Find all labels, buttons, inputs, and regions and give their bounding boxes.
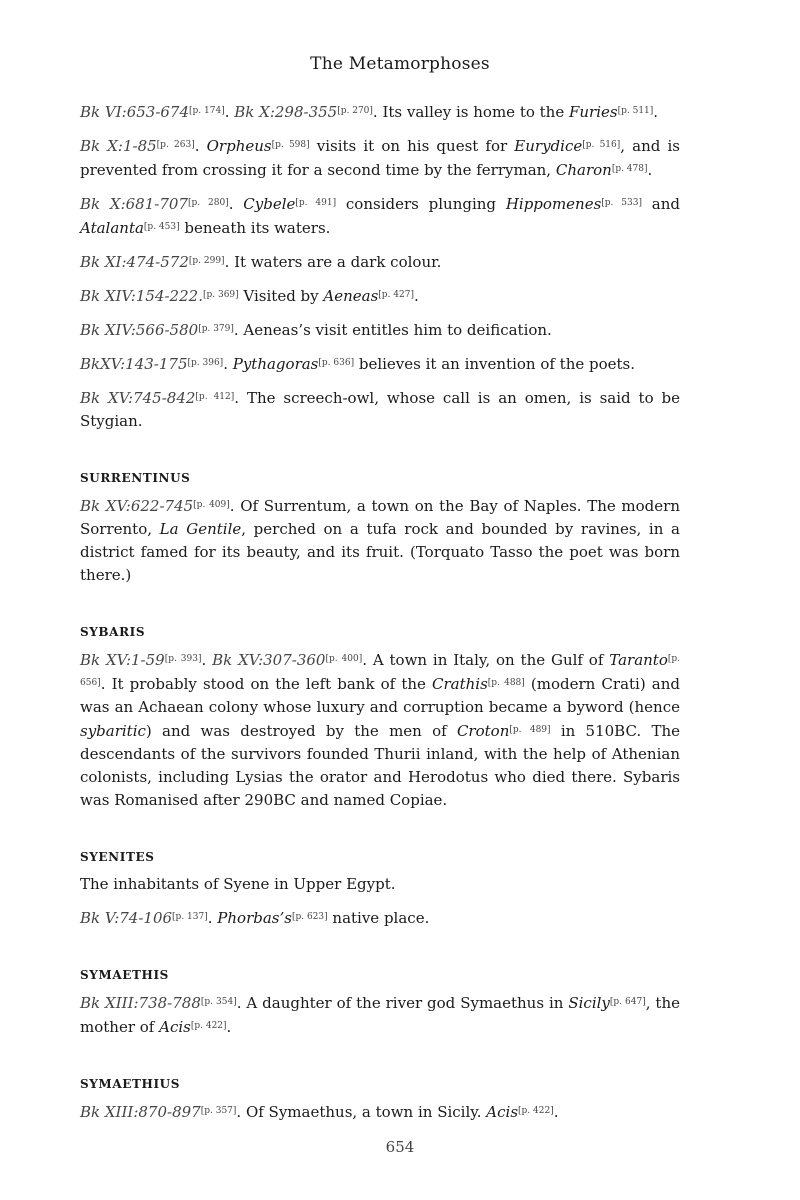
body-text: . bbox=[228, 195, 244, 213]
paragraph bbox=[80, 494, 680, 587]
page-reference-link[interactable]: [p. 422] bbox=[190, 1021, 227, 1031]
book-reference: BkXV:143-175 bbox=[80, 355, 188, 373]
glossary-entry bbox=[80, 964, 680, 1039]
page-reference-link[interactable]: [p. 357] bbox=[200, 1106, 237, 1116]
page-reference-link[interactable]: [p. 427] bbox=[378, 290, 414, 300]
book-reference: Bk V:74-106 bbox=[80, 909, 173, 927]
body-text: native place. bbox=[327, 909, 430, 927]
cross-reference-term: Phorbas’s bbox=[217, 909, 292, 927]
body-text: . bbox=[647, 161, 653, 179]
body-text: (modern Crati) and was an Achaean colony whose luxury and corruption became a byword (hence bbox=[80, 675, 681, 716]
page-reference-link[interactable]: [p. 393] bbox=[164, 654, 202, 664]
cross-reference-term: Hippomenes bbox=[505, 195, 602, 213]
glossary-entry bbox=[80, 1073, 680, 1124]
body-text: in 510BC. The descendants of the survivors founded Thurii inland, with the help of Athenian colonists, including Lysias the orator and Herodotus who died there. Sybaris was Romanised after 290BC and named Copiae. bbox=[80, 722, 680, 809]
glossary-entry bbox=[80, 846, 680, 930]
paragraph bbox=[80, 192, 680, 240]
cross-reference-term: Aeneas bbox=[323, 287, 379, 305]
cross-reference-term: Acis bbox=[159, 1018, 191, 1036]
entry-title: SYMAETHIS bbox=[80, 968, 169, 982]
body-text: considers plunging bbox=[336, 195, 506, 213]
paragraph bbox=[80, 134, 680, 182]
cross-reference-term: Acis bbox=[486, 1103, 519, 1121]
page-reference-link[interactable]: [p. 379] bbox=[198, 324, 234, 334]
cross-reference-term: Cybele bbox=[243, 195, 296, 213]
body-text: . Its valley is home to the bbox=[372, 103, 569, 121]
page-reference-link[interactable]: [p. 270] bbox=[337, 106, 373, 116]
page-reference-link[interactable]: [p. 478] bbox=[611, 164, 648, 174]
page-reference-link[interactable]: [p. 369] bbox=[202, 290, 239, 300]
cross-reference-term: Crathis bbox=[432, 675, 488, 693]
body-text: and bbox=[642, 195, 681, 213]
paragraph bbox=[80, 991, 680, 1039]
body-text: . bbox=[194, 137, 207, 155]
page-reference-link[interactable]: [p. 598] bbox=[271, 140, 310, 150]
cross-reference-term: Eurydice bbox=[514, 137, 583, 155]
body-text: , the mother of bbox=[80, 994, 680, 1036]
book-reference: Bk XIV:566-580 bbox=[80, 321, 199, 339]
body-text: . bbox=[224, 103, 235, 121]
book-reference: Bk XV:307-360 bbox=[212, 651, 326, 669]
body-text: . It probably stood on the left bank of the bbox=[100, 675, 432, 693]
body-text: . Aeneas’s visit entitles him to deification. bbox=[233, 321, 552, 339]
entry-title: SYBARIS bbox=[80, 625, 146, 639]
page-reference-link[interactable]: [p. 422] bbox=[518, 1106, 554, 1116]
page-reference-link[interactable]: [p. 488] bbox=[487, 678, 525, 688]
page-reference-link[interactable]: [p. 137] bbox=[172, 912, 208, 922]
book-reference: Bk X:681-707 bbox=[80, 195, 188, 213]
page-reference-link[interactable]: [p. 533] bbox=[601, 198, 642, 208]
body-text: . Of Symaethus, a town in Sicily. bbox=[236, 1103, 487, 1121]
cross-reference-term: La Gentile bbox=[159, 520, 242, 538]
continued-entry bbox=[80, 100, 680, 433]
body-text: . bbox=[413, 287, 419, 305]
glossary-entry bbox=[80, 621, 680, 812]
body-text: . A daughter of the river god Symaethus in bbox=[236, 994, 569, 1012]
body-text: believes it an invention of the poets. bbox=[354, 355, 636, 373]
paragraph bbox=[80, 873, 680, 896]
entry-title: SYENITES bbox=[80, 850, 155, 864]
page-reference-link[interactable]: [p. 636] bbox=[318, 358, 355, 368]
page-reference-link[interactable]: [p. 623] bbox=[291, 912, 328, 922]
paragraph bbox=[80, 648, 680, 812]
cross-reference-term: Atalanta bbox=[80, 219, 144, 237]
page-number: 654 bbox=[385, 1138, 415, 1156]
page-content bbox=[80, 100, 680, 1134]
page-reference-link[interactable]: [p. 453] bbox=[143, 222, 180, 232]
body-text: . bbox=[653, 103, 659, 121]
paragraph bbox=[80, 318, 680, 342]
body-text: . bbox=[207, 909, 218, 927]
cross-reference-term: Pythagoras bbox=[232, 355, 319, 373]
body-text: . Of Surrentum, a town on the Bay of Naples. The modern Sorrento, bbox=[80, 497, 680, 538]
cross-reference-term: Croton bbox=[456, 722, 510, 740]
cross-reference-term: Furies bbox=[568, 103, 618, 121]
cross-reference-term: Charon bbox=[555, 161, 612, 179]
body-text: . The screech-owl, whose call is an omen, is said to be Stygian. bbox=[80, 389, 681, 430]
page-reference-link[interactable]: [p. 516] bbox=[582, 140, 621, 150]
book-reference: Bk XI:474-572 bbox=[80, 253, 189, 271]
page-reference-link[interactable]: [p. 647] bbox=[609, 997, 646, 1007]
page-reference-link[interactable]: [p. 409] bbox=[193, 500, 230, 510]
cross-reference-term: Sicily bbox=[568, 994, 610, 1012]
book-reference: Bk XV:1-59 bbox=[80, 651, 165, 669]
book-reference: Bk VI:653-674 bbox=[80, 103, 190, 121]
body-text: . bbox=[226, 1018, 232, 1036]
book-reference: Bk XIV:154-222. bbox=[80, 287, 203, 305]
page-reference-link[interactable]: [p. 412] bbox=[195, 392, 235, 402]
page-reference-link[interactable]: [p. 489] bbox=[509, 725, 551, 735]
page-reference-link[interactable]: [p. 656] bbox=[80, 654, 680, 688]
entry-list bbox=[80, 467, 680, 1124]
page-reference-link[interactable]: [p. 263] bbox=[156, 140, 195, 150]
body-text: . bbox=[223, 355, 233, 373]
body-text: . It waters are a dark colour. bbox=[224, 253, 442, 271]
body-text: beneath its waters. bbox=[179, 219, 331, 237]
page-reference-link[interactable]: [p. 491] bbox=[295, 198, 337, 208]
book-reference: Bk XIII:738-788 bbox=[80, 994, 201, 1012]
body-text: visits it on his quest for bbox=[309, 137, 515, 155]
page-reference-link[interactable]: [p. 354] bbox=[200, 997, 237, 1007]
body-text: . bbox=[553, 1103, 559, 1121]
entry-title: SURRENTINUS bbox=[80, 471, 191, 485]
paragraph bbox=[80, 284, 680, 308]
paragraph bbox=[80, 906, 680, 930]
book-reference: Bk XV:622-745 bbox=[80, 497, 194, 515]
book-reference: Bk XIII:870-897 bbox=[80, 1103, 201, 1121]
body-text: , and is prevented from crossing it for a second time by the ferryman, bbox=[80, 137, 680, 179]
paragraph bbox=[80, 100, 680, 124]
book-reference: Bk X:298-355 bbox=[234, 103, 338, 121]
body-text: Visited by bbox=[238, 287, 324, 305]
body-text: ) and was destroyed by the men of bbox=[145, 722, 457, 740]
cross-reference-term: Orpheus bbox=[206, 137, 272, 155]
page-reference-link[interactable]: [p. 511] bbox=[617, 106, 654, 116]
page-reference-link[interactable]: [p. 396] bbox=[187, 358, 224, 368]
page-reference-link[interactable]: [p. 280] bbox=[187, 198, 229, 208]
paragraph bbox=[80, 352, 680, 376]
paragraph bbox=[80, 250, 680, 274]
page-reference-link[interactable]: [p. 174] bbox=[189, 106, 225, 116]
page-reference-link[interactable]: [p. 299] bbox=[188, 256, 225, 266]
entry-title: SYMAETHIUS bbox=[80, 1077, 180, 1091]
cross-reference-term: Taranto bbox=[609, 651, 668, 669]
paragraph bbox=[80, 1100, 680, 1124]
cross-reference-term: sybaritic bbox=[80, 722, 146, 740]
running-header: The Metamorphoses bbox=[310, 54, 490, 74]
body-text: . A town in Italy, on the Gulf of bbox=[362, 651, 610, 669]
page-reference-link[interactable]: [p. 400] bbox=[325, 654, 363, 664]
book-reference: Bk XV:745-842 bbox=[80, 389, 196, 407]
body-text: The inhabitants of Syene in Upper Egypt. bbox=[80, 875, 396, 893]
book-reference: Bk X:1-85 bbox=[80, 137, 157, 155]
glossary-entry bbox=[80, 467, 680, 587]
body-text: . bbox=[201, 651, 213, 669]
paragraph bbox=[80, 386, 680, 433]
body-text: , perched on a tufa rock and bounded by ravines, in a district famed for its beauty, and its fruit. (Torquato Tasso the poet was born there.) bbox=[80, 520, 680, 584]
